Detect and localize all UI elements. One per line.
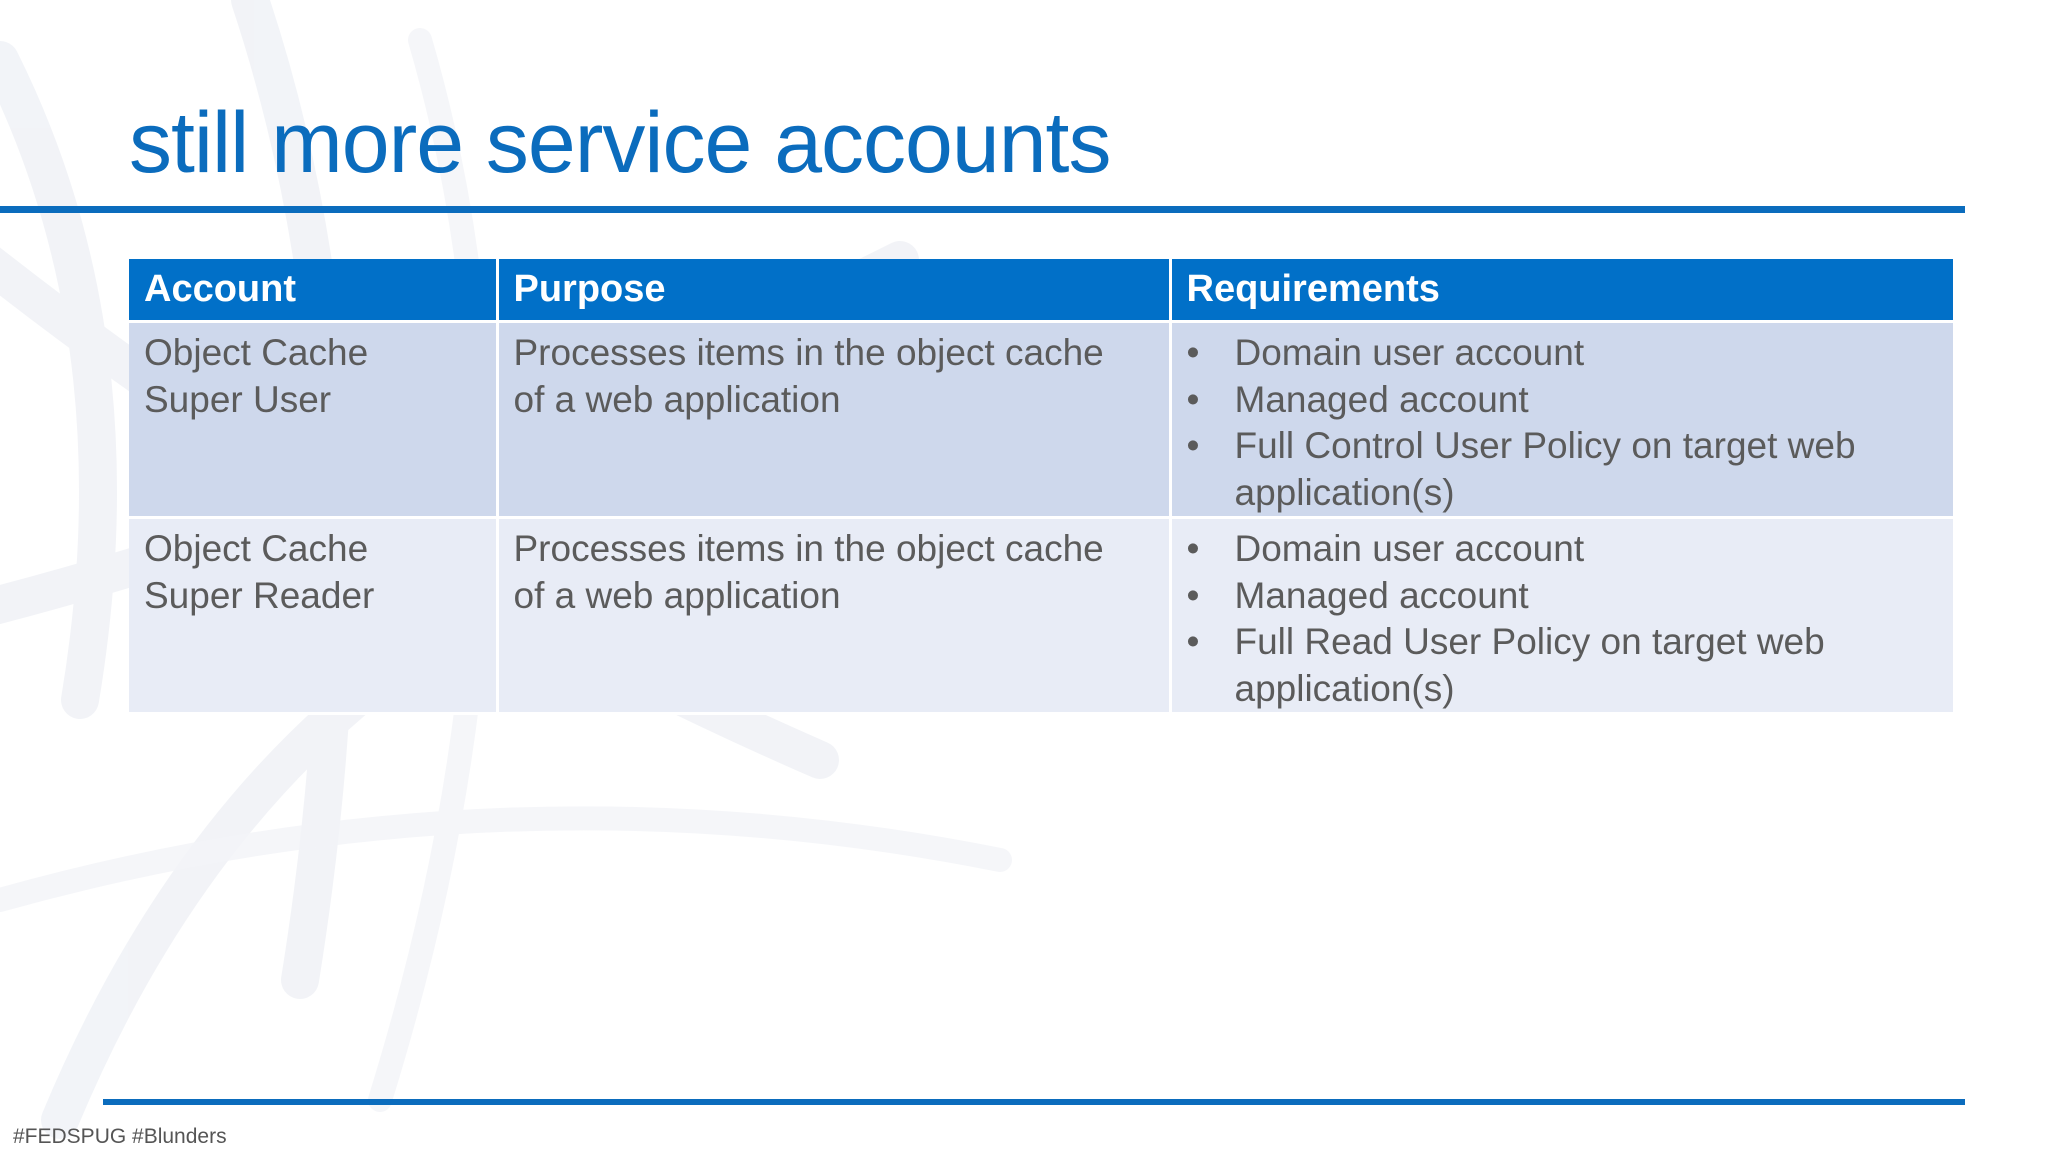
requirement-text: Managed account — [1234, 574, 1529, 616]
account-cell — [129, 518, 497, 714]
footer-hashtags: #FEDSPUG #Blunders — [13, 1125, 227, 1148]
bullet-icon: • — [1186, 425, 1200, 466]
bullet-icon: • — [1186, 528, 1200, 569]
purpose-cell — [497, 518, 1170, 714]
slide-title: still more service accounts — [129, 95, 1111, 191]
purpose-cell — [497, 322, 1170, 518]
account-cell — [129, 322, 497, 518]
header-account: Account — [129, 259, 497, 322]
account-name-line: Object Cache — [144, 528, 369, 569]
account-name-line: Object Cache — [144, 332, 369, 373]
requirement-text: Full Read User Policy on target web application(s) — [1234, 621, 1825, 709]
requirement-text: Managed account — [1234, 378, 1529, 420]
purpose-line: of a web application — [513, 574, 841, 616]
service-accounts-table — [129, 259, 1953, 715]
header-purpose: Purpose — [497, 259, 1170, 322]
requirement-item — [1187, 423, 1939, 516]
bullet-icon: • — [1186, 574, 1200, 616]
purpose-line: Processes items in the object cache — [513, 332, 1104, 373]
header-requirements: Requirements — [1170, 259, 1953, 322]
requirement-item — [1187, 619, 1939, 712]
requirement-text: Domain user account — [1234, 528, 1585, 569]
requirements-list — [1187, 330, 1939, 516]
requirement-text: Domain user account — [1234, 332, 1585, 373]
table-header-row — [129, 259, 1953, 322]
bullet-icon: • — [1186, 378, 1200, 420]
table-row — [129, 518, 1953, 714]
requirements-cell — [1170, 322, 1953, 518]
title-underline — [0, 206, 1965, 213]
purpose-line: of a web application — [513, 378, 841, 420]
bullet-icon: • — [1186, 621, 1200, 662]
requirement-item — [1187, 573, 1939, 620]
requirement-item — [1187, 377, 1939, 424]
table-row — [129, 322, 1953, 518]
account-name-line: Super User — [144, 378, 332, 420]
footer-rule — [103, 1099, 1965, 1105]
requirements-cell — [1170, 518, 1953, 714]
requirement-item — [1187, 330, 1939, 377]
requirement-item — [1187, 526, 1939, 573]
purpose-line: Processes items in the object cache — [513, 528, 1104, 569]
requirements-list — [1187, 526, 1939, 712]
account-name-line: Super Reader — [144, 574, 375, 616]
bullet-icon: • — [1186, 332, 1200, 373]
requirement-text: Full Control User Policy on target web application(s) — [1234, 425, 1856, 513]
